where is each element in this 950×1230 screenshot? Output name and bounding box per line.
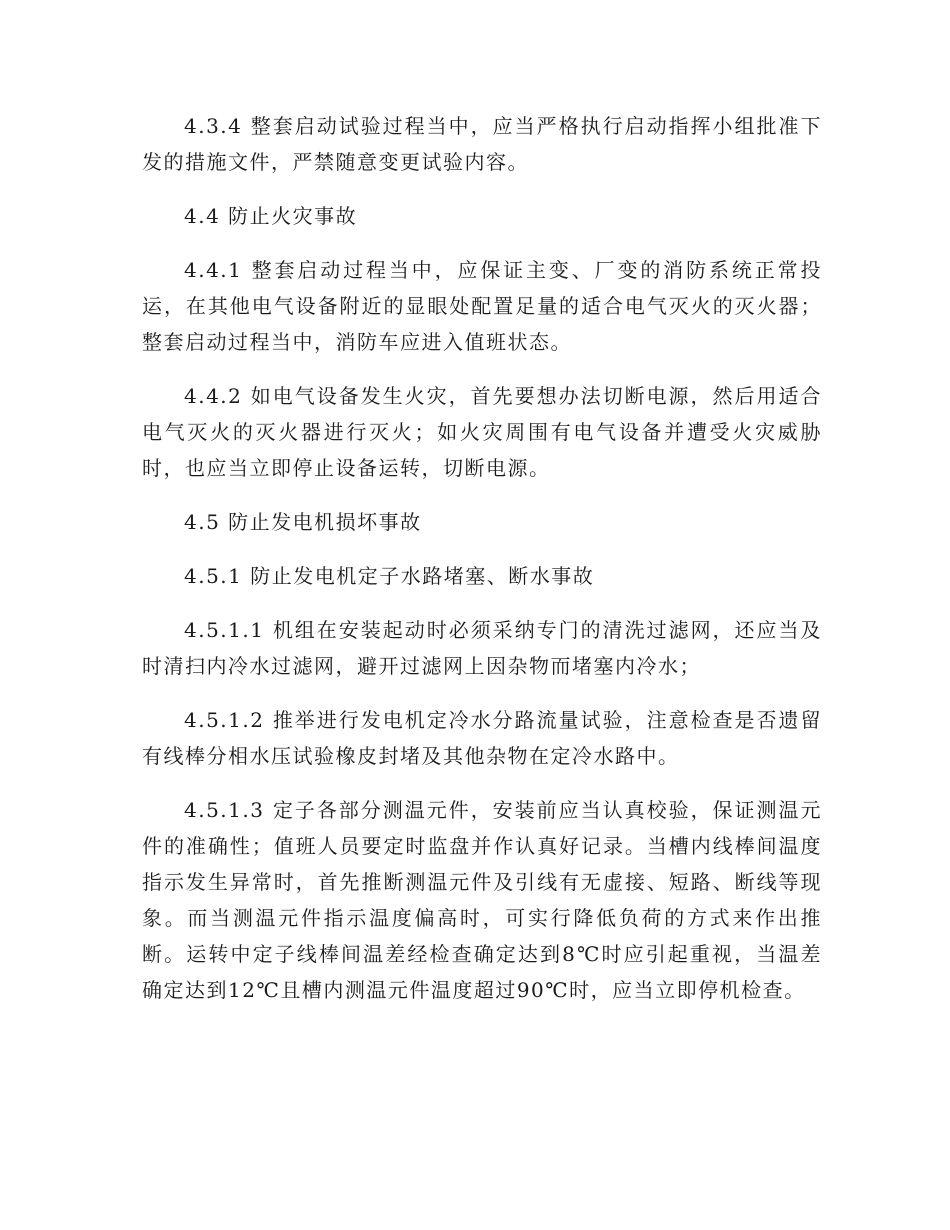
paragraph-4-4-2: 4.4.2 如电气设备发生火灾，首先要想办法切断电源，然后用适合电气灭火的灭火器进行灭火；如火灾周围有电气设备并遭受火灾威胁时，也应当立即停止设备运转，切断电源。 <box>142 384 822 480</box>
paragraph-4-3-4: 4.3.4 整套启动试验过程当中，应当严格执行启动指挥小组批准下发的措施文件，严禁随意变更试验内容。 <box>142 114 822 174</box>
paragraph-4-5-1-3: 4.5.1.3 定子各部分测温元件，安装前应当认真校验，保证测温元件的准确性；值班人员要定时监盘并作认真好记录。当槽内线棒间温度指示发生异常时，首先推断测温元件及引线有无虚接、短路、断线等现象。而当测温元件指示温度偏高时，可实行降低负荷的方式来作出推断。运转中定子线棒间温差经检查确定达到8℃时应引起重视，当温差确定达到12℃且槽内测温元件温度超过90℃时，应当立即停机检查。 <box>142 798 822 1002</box>
heading-4-4: 4.4 防止火灾事故 <box>184 204 358 228</box>
paragraph-4-5-1-2: 4.5.1.2 推举进行发电机定冷水分路流量试验，注意检查是否遗留有线棒分相水压试验橡皮封堵及其他杂物在定冷水路中。 <box>142 708 822 768</box>
paragraph-4-5-1-1: 4.5.1.1 机组在安装起动时必须采纳专门的清洗过滤网，还应当及时清扫内冷水过滤网，避开过滤网上因杂物而堵塞内冷水； <box>142 618 822 678</box>
paragraph-4-4-1: 4.4.1 整套启动过程当中，应保证主变、厂变的消防系统正常投运，在其他电气设备附近的显眼处配置足量的适合电气灭火的灭火器；整套启动过程当中，消防车应进入值班状态。 <box>142 258 822 354</box>
heading-4-5: 4.5 防止发电机损坏事故 <box>184 510 422 534</box>
heading-4-5-1: 4.5.1 防止发电机定子水路堵塞、断水事故 <box>184 564 595 588</box>
